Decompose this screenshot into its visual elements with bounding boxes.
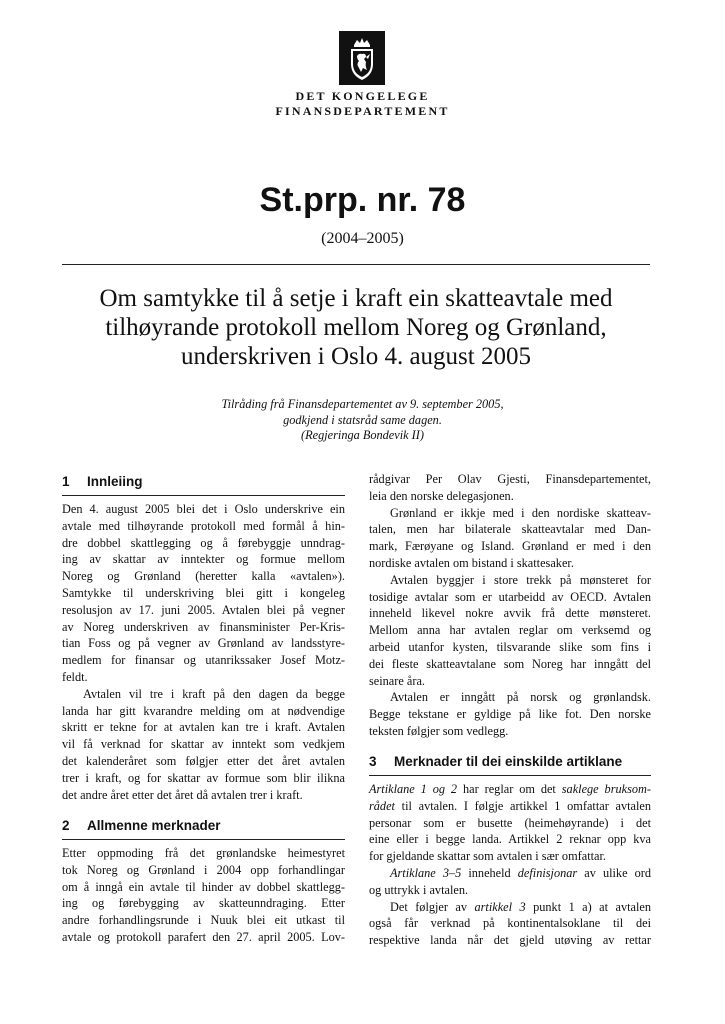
document-title (62, 284, 650, 371)
section-number: 2 (62, 818, 70, 833)
body-line: feldt. (62, 669, 88, 684)
body-line: Samtykke til underskriving blei gitt i kongeleg (62, 585, 345, 600)
approval-line: (Regjeringa Bondevik II) (301, 428, 424, 442)
body-line: Avtalen er inngått på norsk og grønlandsk. (390, 690, 651, 705)
section-1-body (62, 501, 345, 803)
section-3-body (369, 781, 651, 949)
title-line: underskriven i Oslo 4. august 2005 (181, 343, 531, 370)
body-line: Artiklane 1 og 2 har reglar om det saklege bruksom- (369, 782, 651, 796)
body-line: om å inngå ein avtale til hinder av dobbel skattlegg- (62, 879, 345, 894)
section-title: Merknader til dei einskilde artiklane (394, 754, 623, 769)
body-line: trer i kraft, og for skattar av formue som blir ilikna (62, 770, 345, 785)
body-line: Den 4. august 2005 blei det i Oslo underskrive ein (62, 502, 345, 516)
body-line: respektive landa når det gjeld utøving av rettar (369, 933, 651, 948)
body-line: vil få verknad for skattar av inntekt som vedkjem (62, 737, 345, 752)
body-line: landa har gitt kvarandre melding om at nødvendige (62, 703, 345, 718)
section-number: 1 (62, 474, 70, 489)
article-ref: artikkel 3 (474, 899, 526, 914)
body-line: Mellom anna har avtalen reglar om verksemd og (369, 623, 651, 638)
article-ref: Artiklane 3–5 (390, 865, 462, 880)
body-line: og uttrykk i avtalen. (369, 882, 469, 897)
section-2-body (62, 845, 345, 946)
body-line: skritt er tekne for at avtalen kan tre i kraft. Avtalen (62, 720, 345, 735)
title-line: Om samtykke til å setje i kraft ein skatteavtale med (99, 285, 613, 312)
section-title: Allmenne merknader (87, 818, 221, 833)
body-line: nordiske avtalen om bistand i skattesaker. (369, 555, 574, 570)
body-line: Grønland er ikkje med i den nordiske skatteav- (390, 505, 651, 520)
body-line: avtale med tilhøyrande protokoll med formål å hin- (62, 518, 345, 533)
body-line: tosidige avtalar som er utarbeidd av OECD. Avtalen (369, 589, 651, 604)
coat-of-arms-icon (339, 31, 385, 85)
section-title: Innleiing (87, 474, 143, 489)
body-line: tian Foss og på vegner av Grønland av landsstyre- (62, 636, 345, 651)
body-line: Avtalen byggjer i store trekk på mønsteret for (390, 572, 651, 587)
article-ref: Artiklane 1 og 2 (369, 782, 458, 796)
body-line: inneheld likevel nokre avvik frå dette mønsteret. (369, 606, 651, 621)
ministry-name-line2: FINANSDEPARTEMENT (275, 104, 450, 118)
body-line: avtale og protokoll parafert den 27. april 2005. Lov- (62, 929, 345, 944)
body-line: mark, Færøyane og Island. Grønland er med i den (369, 539, 651, 554)
section-rule (62, 839, 345, 840)
section-1-heading (62, 474, 143, 490)
body-line: ing av skattar av inntekter og formue mellom (62, 552, 345, 567)
section-3-heading (369, 754, 622, 770)
body-line: rådet til avtalen. I følgje artikkel 1 omfattar avtalen (369, 798, 651, 813)
body-line: talen, men har bilaterale skatteavtalar med Dan- (369, 522, 651, 537)
body-line: av Noreg underskriven av finansminister Per-Kris- (62, 619, 345, 634)
ministry-name-line1: DET KONGELEGE (295, 89, 430, 103)
body-line: også får verknad på kontinentalsoklane til dei (369, 916, 651, 931)
body-line: for gjeldande skattar som avtalen i sær omfattar. (369, 849, 606, 864)
body-line: Etter oppmoding frå det grønlandske heimestyret (62, 846, 345, 860)
body-line: tok Noreg og Grønland i 2004 opp forhandlingar (62, 862, 345, 877)
body-line: Artiklane 3–5 inneheld definisjonar av ulike ord (390, 865, 651, 880)
body-line: andre forhandlingsrunde i Nuuk blei eit utkast til (62, 913, 345, 928)
body-line: arbeid utanfor kysten, tilsvarande slike som fins i (369, 639, 651, 654)
body-line: personar som er busette (heimehøyrande) i det (369, 815, 651, 830)
body-line: Begge tekstane er gyldige på like fot. Den norske (369, 707, 651, 722)
body-line: Det følgjer av artikkel 3 punkt 1 a) at avtalen (390, 899, 651, 914)
body-line: det kalenderåret som følgjer etter det året avtalen (62, 753, 345, 768)
title-line: tilhøyrande protokoll mellom Noreg og Grønland, (105, 314, 607, 341)
body-line: eine eller i begge landa. Artikkel 2 reknar opp kva (369, 832, 651, 847)
body-line: dre dobbel skattlegging og å førebyggje unndrag- (62, 535, 345, 550)
body-line: det andre året etter det året då avtalen trer i kraft. (62, 787, 303, 802)
document-number: St.prp. nr. 78 (259, 181, 466, 219)
body-line: leia den norske delegasjonen. (369, 488, 514, 503)
body-line: seinare åra. (369, 673, 425, 688)
body-line: resolusjon av 17. juni 2005. Avtalen blei på vegner (62, 602, 345, 617)
body-line: teksten følgjer som vedlegg. (369, 723, 509, 738)
section-rule (369, 775, 651, 776)
body-line: Noreg og Grønland (heretter kalla «avtalen»). (62, 569, 345, 584)
body-line: medlem for finansar og utanrikssaker Josef Motz- (62, 653, 345, 668)
body-line: dei fleste skatteavtalane som Noreg har inngått del (369, 656, 651, 671)
section-2-continued (369, 471, 651, 740)
approval-line: godkjend i statsråd same dagen. (283, 412, 442, 427)
section-2-heading (62, 818, 221, 834)
title-divider (62, 264, 650, 265)
body-line: ing og førebygging av skatteunndraging. Etter (62, 896, 345, 911)
body-line: Avtalen vil tre i kraft på den dagen da begge (83, 686, 345, 701)
body-line: rådgivar Per Olav Gjesti, Finansdepartementet, (369, 472, 651, 486)
section-rule (62, 495, 345, 496)
section-number: 3 (369, 754, 377, 769)
session-years: (2004–2005) (321, 230, 404, 247)
approval-note (0, 397, 725, 444)
approval-line: Tilråding frå Finansdepartementet av 9. september 2005, (221, 397, 504, 411)
